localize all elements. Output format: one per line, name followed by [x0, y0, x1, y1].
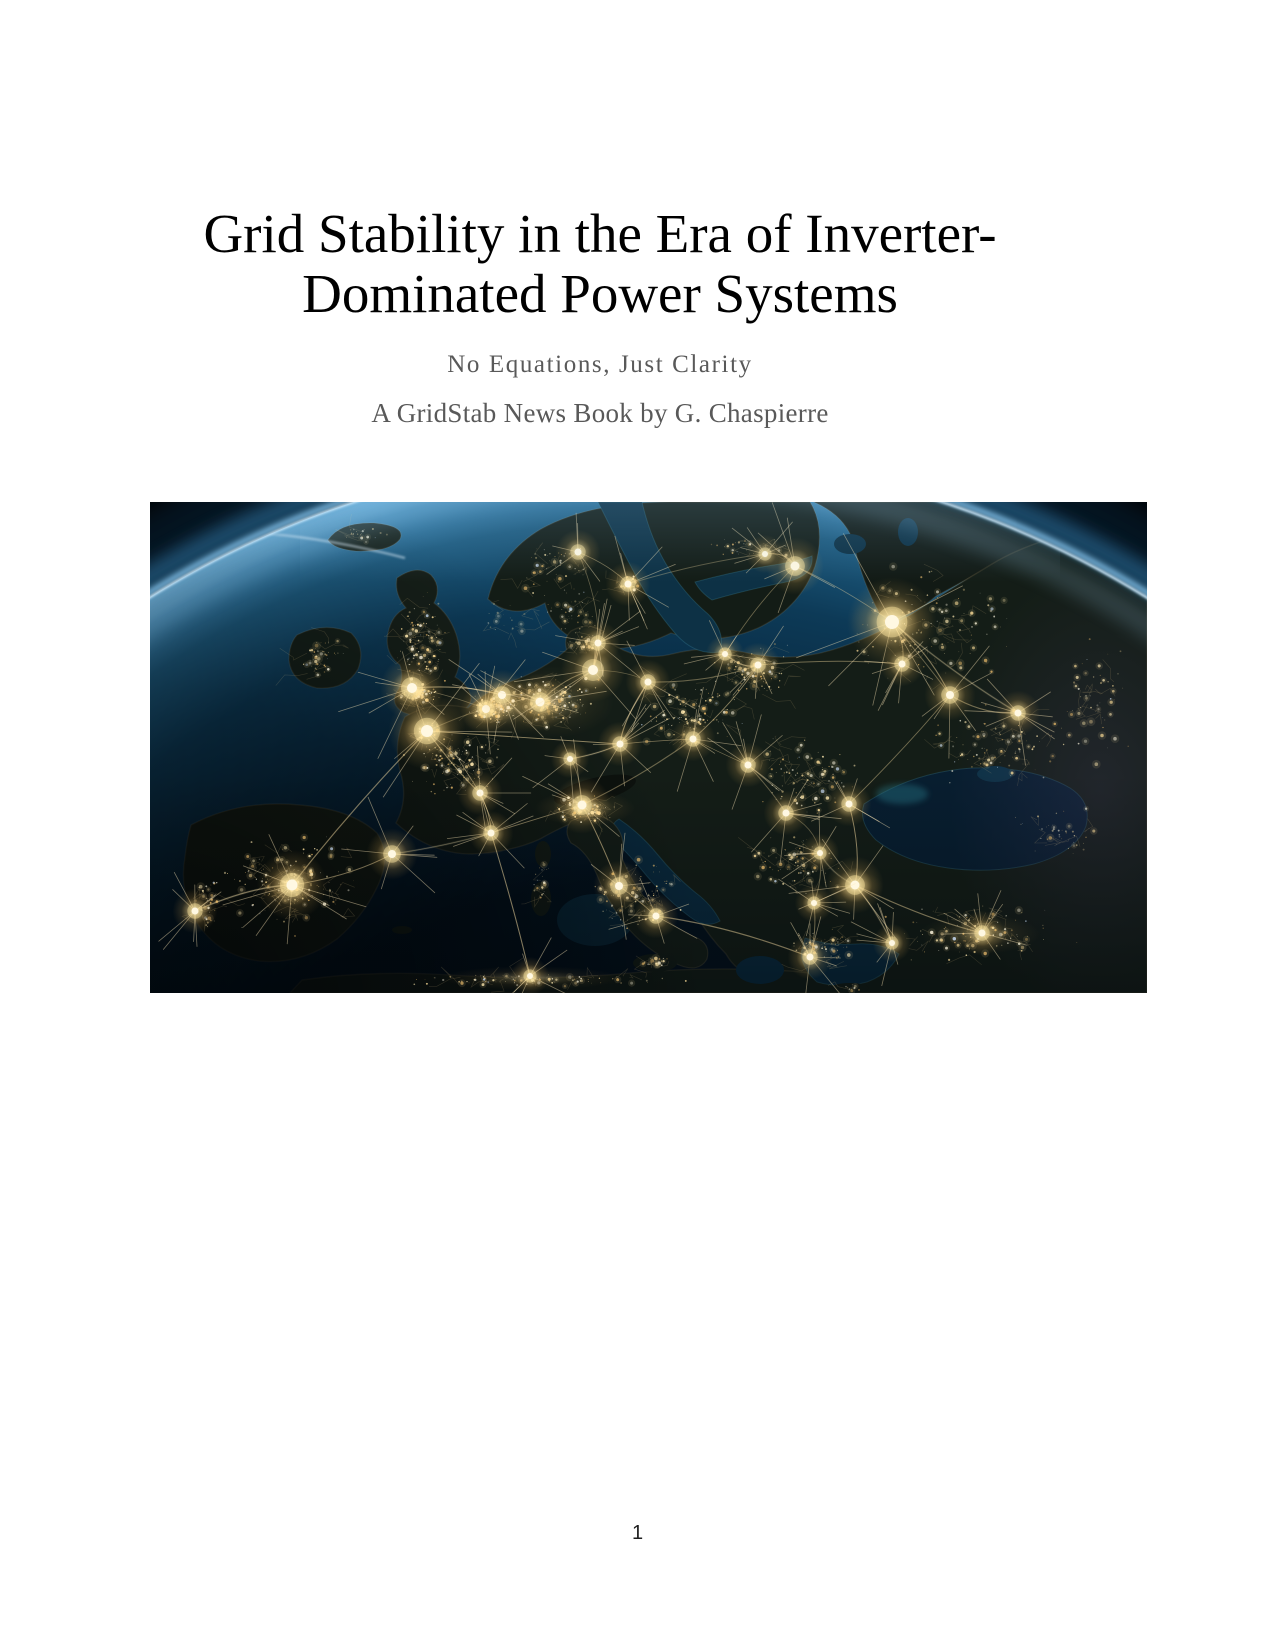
europe-night-satellite-art: [150, 502, 1147, 993]
document-byline: A GridStab News Book by G. Chaspierre: [371, 398, 829, 428]
title-line-1: Grid Stability in the Era of Inverter-: [203, 203, 997, 264]
cover-image-europe-night: [150, 502, 1147, 993]
page-number: 1: [631, 1522, 644, 1544]
page-footer: [0, 1521, 1275, 1545]
document-title: [125, 204, 1075, 324]
title-line-2: Dominated Power Systems: [302, 263, 898, 324]
document-subtitle: No Equations, Just Clarity: [447, 351, 753, 378]
